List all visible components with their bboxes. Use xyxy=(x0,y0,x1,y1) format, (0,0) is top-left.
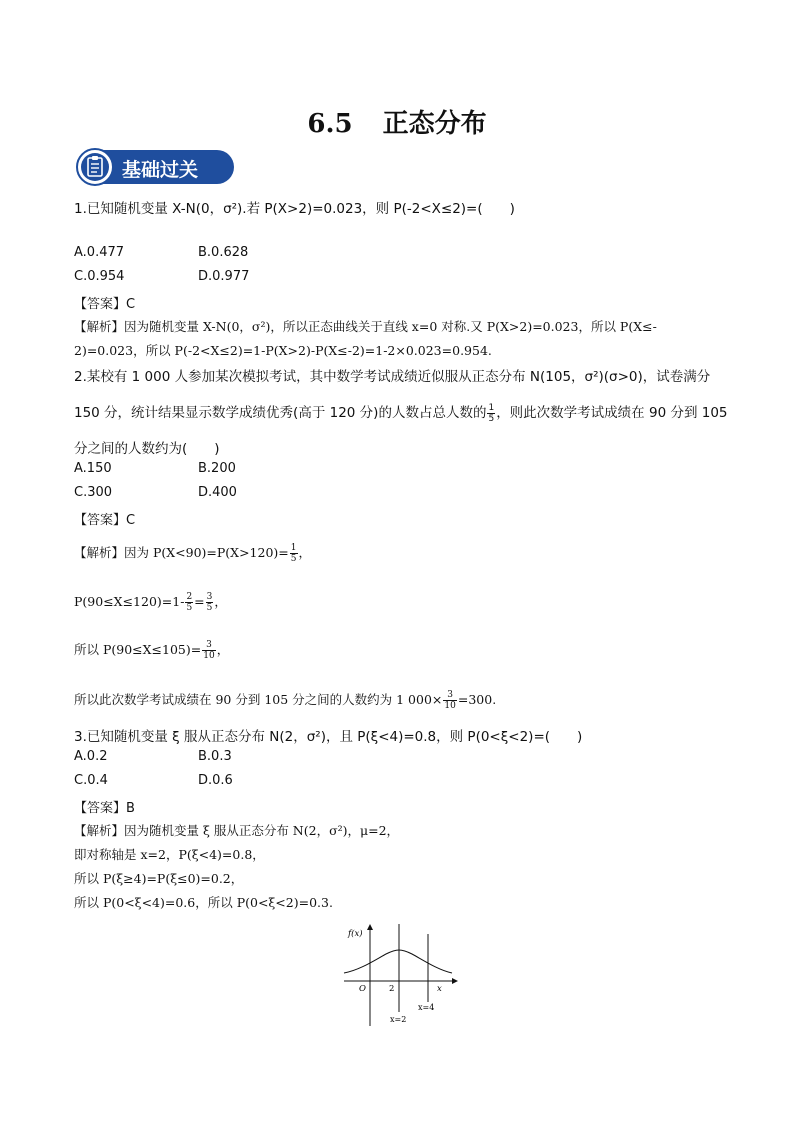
q1-explanation-line1: 【解析】因为随机变量 X-N(0，σ²)，所以正态曲线关于直线 x=0 对称.又 P(X>2)=0.023，所以 P(X≤- xyxy=(74,319,657,334)
fraction-numerator: 3 xyxy=(206,592,213,602)
q2-explanation-line1 xyxy=(74,543,311,564)
q2-answer: 【答案】C xyxy=(74,513,136,528)
q1-option-c: C.0.954 xyxy=(74,269,125,284)
fraction-numerator: 1 xyxy=(488,402,495,413)
q2-exp4-fraction xyxy=(443,690,456,711)
fraction-denominator: 10 xyxy=(203,651,215,661)
title-text: 正态分布 xyxy=(382,109,487,139)
q2-exp1-text-b: ， xyxy=(298,545,312,560)
q2-exp3-text-a: 所以 P(90≤X≤105)= xyxy=(74,642,202,657)
tick-label-2: 2 xyxy=(389,984,395,994)
q3-option-d: D.0.6 xyxy=(198,773,233,788)
q2-option-a: A.150 xyxy=(74,461,112,476)
y-axis-label: f(x) xyxy=(348,929,363,939)
q2-explanation-line2 xyxy=(74,592,227,613)
q2-stem-line2 xyxy=(74,401,728,424)
q2-exp2-text-b: ， xyxy=(214,594,227,609)
q3-explanation-line2: 即对称轴是 x=2，P(ξ<4)=0.8， xyxy=(74,847,265,862)
q2-fraction-one-fifth xyxy=(487,403,495,424)
line-label-x4: x=4 xyxy=(418,1003,435,1012)
y-axis-arrow xyxy=(367,924,373,930)
page-title xyxy=(0,103,794,140)
q2-option-c: C.300 xyxy=(74,485,113,500)
q2-exp1-text-a: 【解析】因为 P(X<90)=P(X>120)= xyxy=(74,545,289,560)
fraction-denominator: 5 xyxy=(206,603,213,613)
checklist-icon xyxy=(76,148,114,186)
x-axis-label: x xyxy=(437,984,442,994)
q3-explanation-line1: 【解析】因为随机变量 ξ 服从正态分布 N(2，σ²)，μ=2， xyxy=(74,823,400,838)
q2-exp1-fraction xyxy=(290,543,298,564)
x-axis-arrow xyxy=(452,978,458,984)
badge-label: 基础过关 xyxy=(122,159,199,181)
q3-option-b: B.0.3 xyxy=(198,749,232,764)
q1-stem: 1.已知随机变量 X-N(0，σ²).若 P(X>2)=0.023，则 P(-2<X≤2)=( ) xyxy=(74,201,515,217)
q2-option-b: B.200 xyxy=(198,461,236,476)
q2-exp3-text-b: ， xyxy=(216,642,230,657)
fraction-numerator: 3 xyxy=(202,640,215,651)
q2-explanation-line3 xyxy=(74,640,229,661)
q3-explanation-line4: 所以 P(0<ξ<4)=0.6，所以 P(0<ξ<2)=0.3. xyxy=(74,895,333,910)
q2-stem-line1: 2.某校有 1 000 人参加某次模拟考试，其中数学考试成绩近似服从正态分布 N(105，σ²)(σ>0)，试卷满分 xyxy=(74,369,711,385)
q2-exp2-text-a: P(90≤X≤120)=1- xyxy=(74,594,185,609)
fraction-numerator: 2 xyxy=(186,592,193,602)
normal-curve-figure xyxy=(340,922,460,1028)
q2-explanation-line4 xyxy=(74,690,496,711)
fraction-numerator: 1 xyxy=(290,543,297,553)
q1-option-d: D.0.977 xyxy=(198,269,250,284)
fraction-numerator: 3 xyxy=(443,690,456,701)
q3-option-a: A.0.2 xyxy=(74,749,108,764)
q2-exp4-text-a: 所以此次数学考试成绩在 90 分到 105 分之间的人数约为 1 000× xyxy=(74,692,443,707)
q1-option-a: A.0.477 xyxy=(74,245,125,260)
fraction-denominator: 5 xyxy=(488,413,495,424)
q2-exp2-equals: = xyxy=(194,594,205,609)
q2-stem-line2-text-a: 150 分，统计结果显示数学成绩优秀(高于 120 分)的人数占总人数的 xyxy=(74,405,487,421)
title-number: 6.5 xyxy=(307,109,353,139)
q2-stem-line2-text-b: ，则此次数学考试成绩在 90 分到 105 xyxy=(496,405,728,421)
q2-exp4-text-b: =300. xyxy=(457,692,497,707)
origin-label: O xyxy=(359,984,366,994)
q2-exp3-fraction xyxy=(202,640,215,661)
fraction-denominator: 10 xyxy=(444,701,456,711)
q1-option-b: B.0.628 xyxy=(198,245,249,260)
line-label-x2: x=2 xyxy=(390,1015,407,1024)
q2-option-d: D.400 xyxy=(198,485,237,500)
q2-exp2-fraction2 xyxy=(206,592,214,613)
q2-exp2-fraction1 xyxy=(185,592,193,613)
section-badge xyxy=(76,148,234,186)
fraction-denominator: 5 xyxy=(290,554,297,564)
q3-option-c: C.0.4 xyxy=(74,773,108,788)
bell-curve xyxy=(344,950,452,973)
q3-explanation-line3: 所以 P(ξ≥4)=P(ξ≤0)=0.2， xyxy=(74,871,244,886)
q3-answer: 【答案】B xyxy=(74,801,135,816)
fraction-denominator: 5 xyxy=(186,603,193,613)
q1-explanation-line2: 2)=0.023，所以 P(-2<X≤2)=1-P(X>2)-P(X≤-2)=1-2×0.023=0.954. xyxy=(74,343,492,358)
q1-answer: 【答案】C xyxy=(74,297,136,312)
q2-stem-line3: 分之间的人数约为( ) xyxy=(74,441,220,457)
q3-stem: 3.已知随机变量 ξ 服从正态分布 N(2，σ²)，且 P(ξ<4)=0.8，则 P(0<ξ<2)=( ) xyxy=(74,729,583,745)
